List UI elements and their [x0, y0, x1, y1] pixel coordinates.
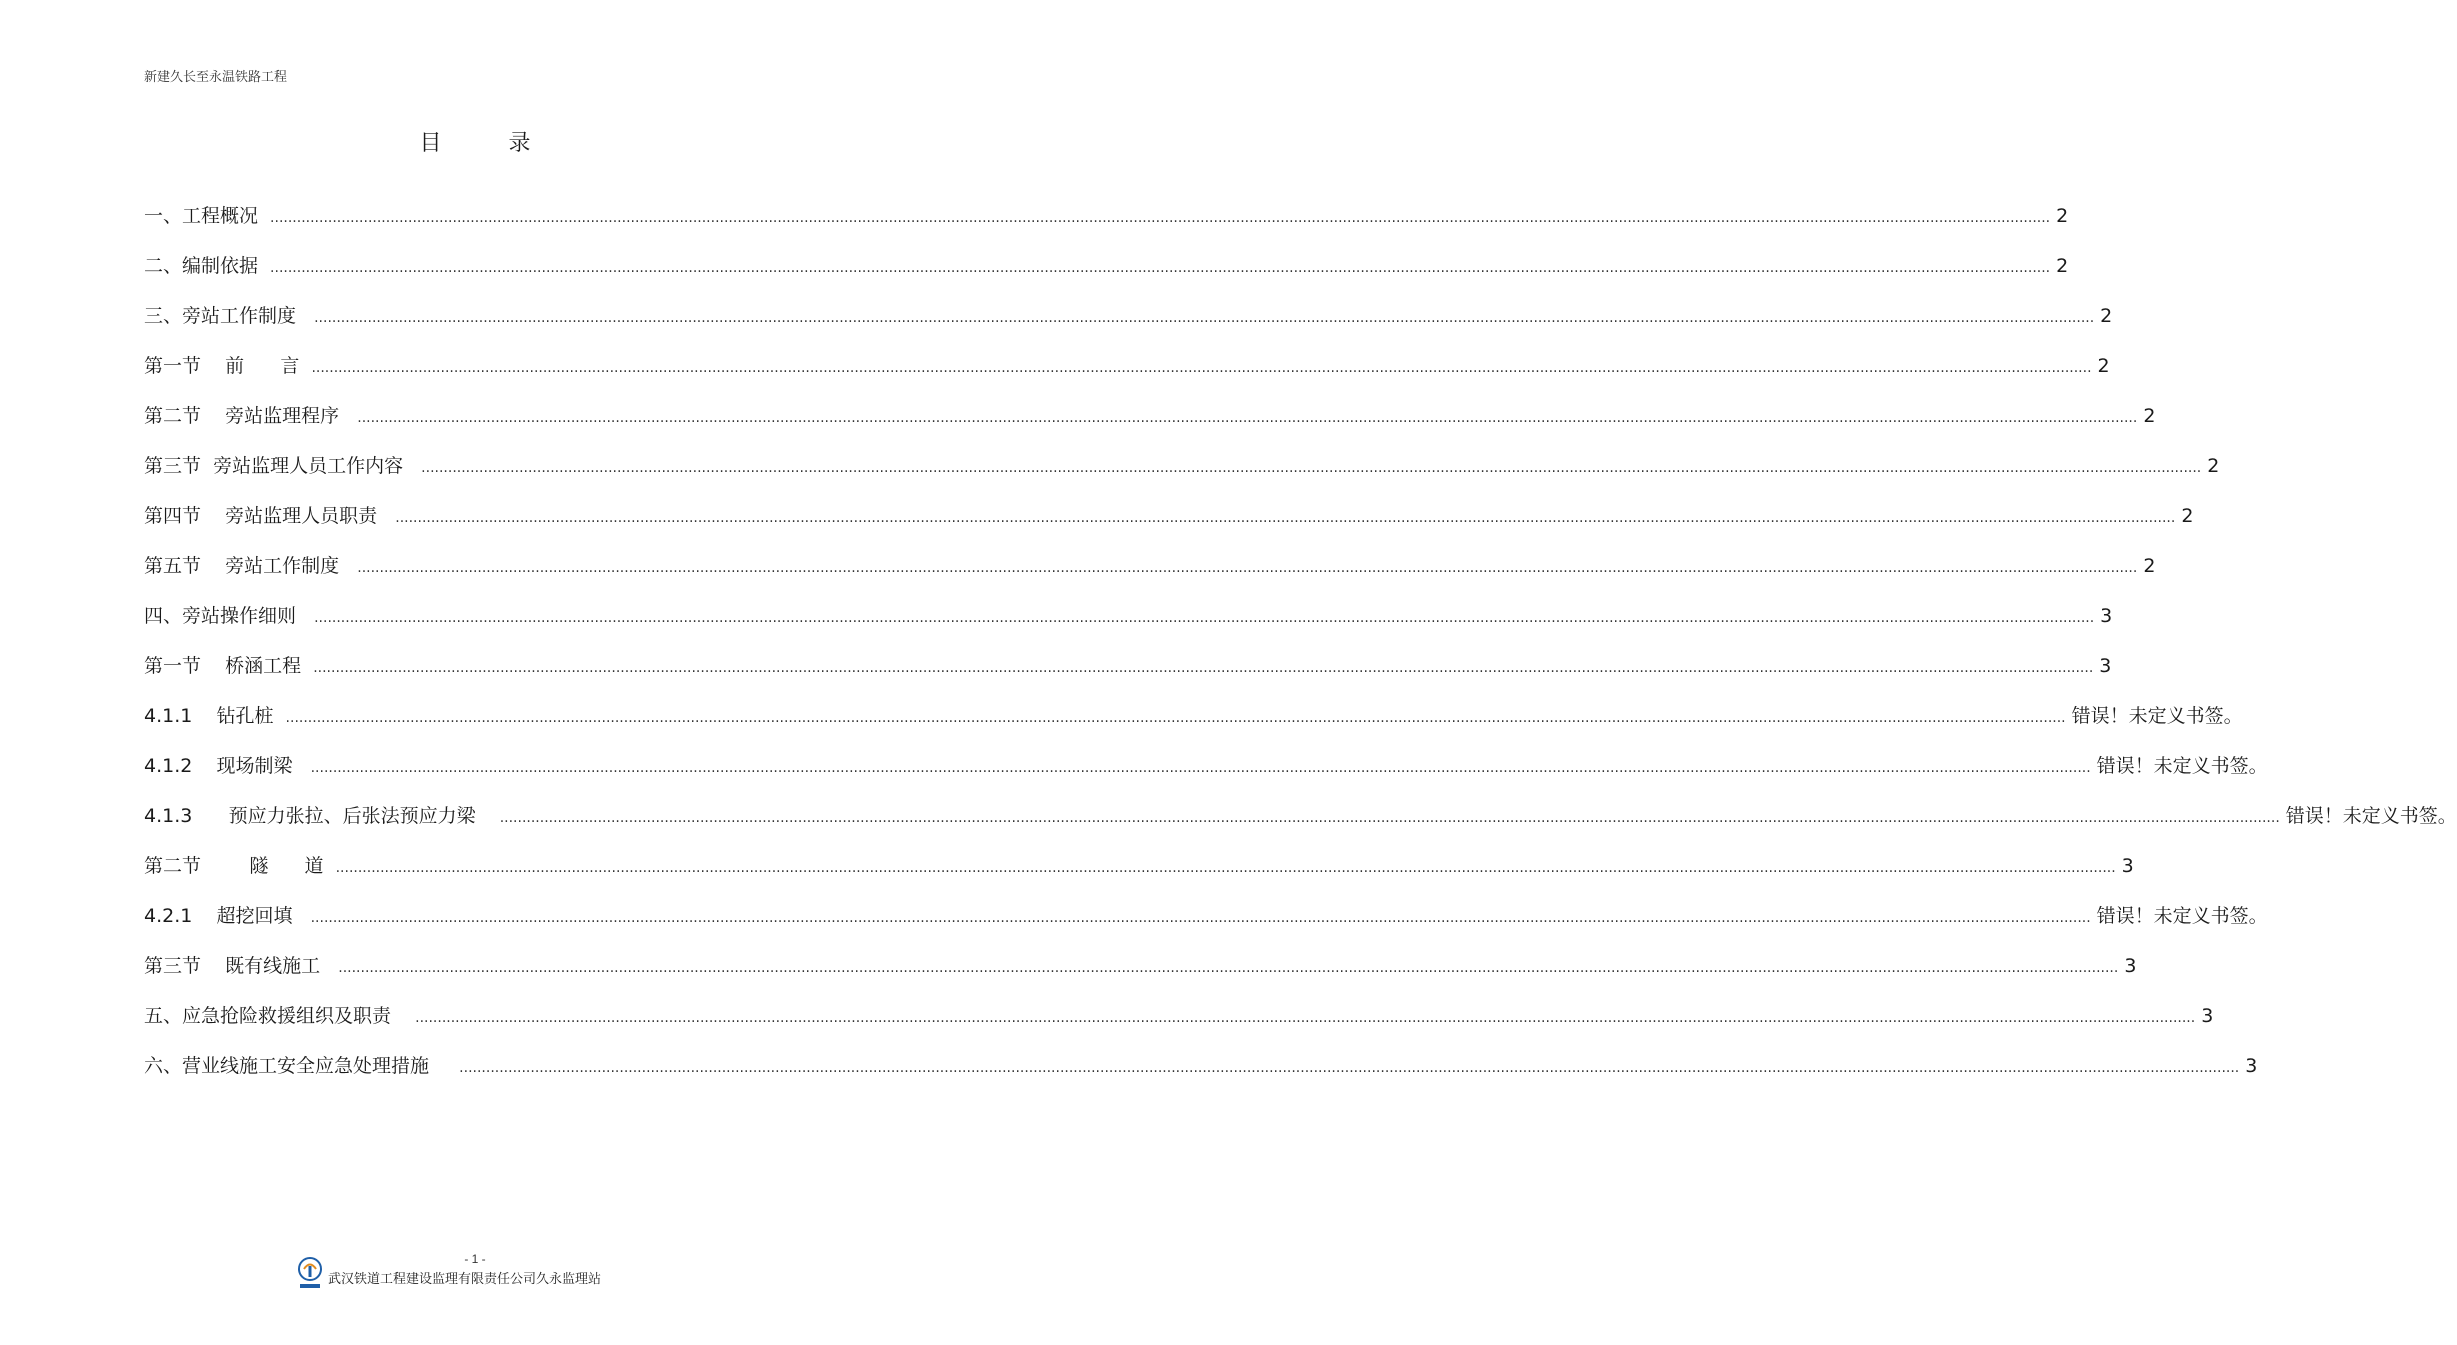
toc-entry-label: 六、营业线施工安全应急处理措施 [144, 1055, 454, 1077]
toc-entry-page: 3 [2201, 1005, 2214, 1027]
toc-entry-label: 一、工程概况 [144, 205, 265, 227]
toc-entry-page: 2 [2056, 255, 2069, 277]
toc-leader-dots: ................................................................................................................................................................................................................................................................................................................................................................................................................ [313, 660, 2094, 676]
toc-entry-label: 4.1.2 现场制梁 [144, 755, 305, 777]
toc-leader-dots: ................................................................................................................................................................................................................................................................................................................................................................................................................ [421, 460, 2202, 476]
toc-entry-label: 4.1.1 钻孔桩 [144, 705, 280, 727]
toc-entry-page: 3 [2245, 1055, 2258, 1077]
toc-entry[interactable] [144, 300, 2113, 350]
toc-entry[interactable] [144, 800, 2457, 850]
toc-entry-page: 2 [2181, 505, 2194, 527]
toc-entry[interactable] [144, 600, 2113, 650]
toc-entry-label: 第三节 既有线施工 [144, 955, 333, 977]
toc-entry-page: 2 [2097, 355, 2110, 377]
toc-entry-label: 4.2.1 超挖回填 [144, 905, 305, 927]
toc-leader-dots: ................................................................................................................................................................................................................................................................................................................................................................................................................ [285, 710, 2066, 726]
toc-leader-dots: ................................................................................................................................................................................................................................................................................................................................................................................................................ [459, 1060, 2240, 1076]
page-number: - 1 - [464, 1252, 486, 1266]
toc-leader-dots: ................................................................................................................................................................................................................................................................................................................................................................................................................ [314, 310, 2095, 326]
toc-leader-dots: ................................................................................................................................................................................................................................................................................................................................................................................................................ [499, 810, 2280, 826]
toc-entry[interactable] [144, 350, 2110, 400]
toc-entry-label: 4.1.3 预应力张拉、后张法预应力梁 [144, 805, 494, 827]
toc-entry-page: 2 [2056, 205, 2069, 227]
toc-title: 目 录 [419, 131, 561, 156]
toc-entry-label: 第三节 旁站监理人员工作内容 [144, 455, 416, 477]
toc-entry-label: 第四节 旁站监理人员职责 [144, 505, 390, 527]
toc-leader-dots: ................................................................................................................................................................................................................................................................................................................................................................................................................ [357, 410, 2138, 426]
footer [296, 1256, 601, 1290]
toc-entry[interactable] [144, 900, 2268, 950]
running-header: 新建久长至永温铁路工程 [144, 70, 288, 85]
toc-leader-dots: ................................................................................................................................................................................................................................................................................................................................................................................................................ [311, 360, 2092, 376]
toc-entry[interactable] [144, 750, 2268, 800]
toc-entry-page: 错误！未定义书签。 [2071, 705, 2243, 727]
toc-leader-dots: ................................................................................................................................................................................................................................................................................................................................................................................................................ [270, 260, 2051, 276]
toc-entry-label: 第五节 旁站工作制度 [144, 555, 352, 577]
company-name: 武汉铁道工程建设监理有限责任公司久永监理站 [328, 1271, 602, 1287]
toc-entry[interactable] [144, 550, 2156, 600]
toc-entry-page: 错误！未定义书签。 [2285, 805, 2457, 827]
toc-leader-dots: ................................................................................................................................................................................................................................................................................................................................................................................................................ [310, 760, 2091, 776]
toc-entry[interactable] [144, 400, 2156, 450]
toc-entry-label: 第一节 桥涵工程 [144, 655, 308, 677]
toc-entry[interactable] [144, 450, 2220, 500]
toc-entry-label: 五、应急抢险救援组织及职责 [144, 1005, 410, 1027]
toc-entry-label: 第一节 前 言 [144, 355, 306, 377]
toc-entry-page: 错误！未定义书签。 [2096, 905, 2268, 927]
toc-entry-label: 第二节 隧 道 [144, 855, 330, 877]
toc-entry[interactable] [144, 1050, 2258, 1100]
toc-entry-label: 四、旁站操作细则 [144, 605, 309, 627]
toc-entry-page: 3 [2099, 655, 2112, 677]
toc-leader-dots: ................................................................................................................................................................................................................................................................................................................................................................................................................ [314, 610, 2095, 626]
toc-entry-page: 2 [2143, 405, 2156, 427]
toc-leader-dots: ................................................................................................................................................................................................................................................................................................................................................................................................................ [395, 510, 2176, 526]
toc-entry-page: 3 [2100, 605, 2113, 627]
toc-entry[interactable] [144, 700, 2243, 750]
toc-entry-page: 2 [2207, 455, 2220, 477]
toc-entry-label: 第二节 旁站监理程序 [144, 405, 352, 427]
toc-leader-dots: ................................................................................................................................................................................................................................................................................................................................................................................................................ [338, 960, 2119, 976]
toc-entry[interactable] [144, 250, 2069, 300]
toc-entry-label: 二、编制依据 [144, 255, 265, 277]
toc-entry-page: 错误！未定义书签。 [2096, 755, 2268, 777]
company-logo-icon [296, 1256, 324, 1290]
toc-leader-dots: ................................................................................................................................................................................................................................................................................................................................................................................................................ [415, 1010, 2196, 1026]
toc-entry[interactable] [144, 500, 2194, 550]
toc-leader-dots: ................................................................................................................................................................................................................................................................................................................................................................................................................ [357, 560, 2138, 576]
toc-entry[interactable] [144, 950, 2137, 1000]
toc-entry[interactable] [144, 1000, 2214, 1050]
toc-entry[interactable] [144, 650, 2112, 700]
toc-entry-page: 2 [2143, 555, 2156, 577]
toc-entry-label: 三、旁站工作制度 [144, 305, 309, 327]
toc-leader-dots: ................................................................................................................................................................................................................................................................................................................................................................................................................ [270, 210, 2051, 226]
toc-leader-dots: ................................................................................................................................................................................................................................................................................................................................................................................................................ [310, 910, 2091, 926]
toc-entry-page: 2 [2100, 305, 2113, 327]
toc-entry-page: 3 [2124, 955, 2137, 977]
toc-leader-dots: ................................................................................................................................................................................................................................................................................................................................................................................................................ [335, 860, 2116, 876]
toc-entry-page: 3 [2121, 855, 2134, 877]
table-of-contents [144, 200, 2457, 1100]
toc-entry[interactable] [144, 850, 2134, 900]
toc-entry[interactable] [144, 200, 2069, 250]
